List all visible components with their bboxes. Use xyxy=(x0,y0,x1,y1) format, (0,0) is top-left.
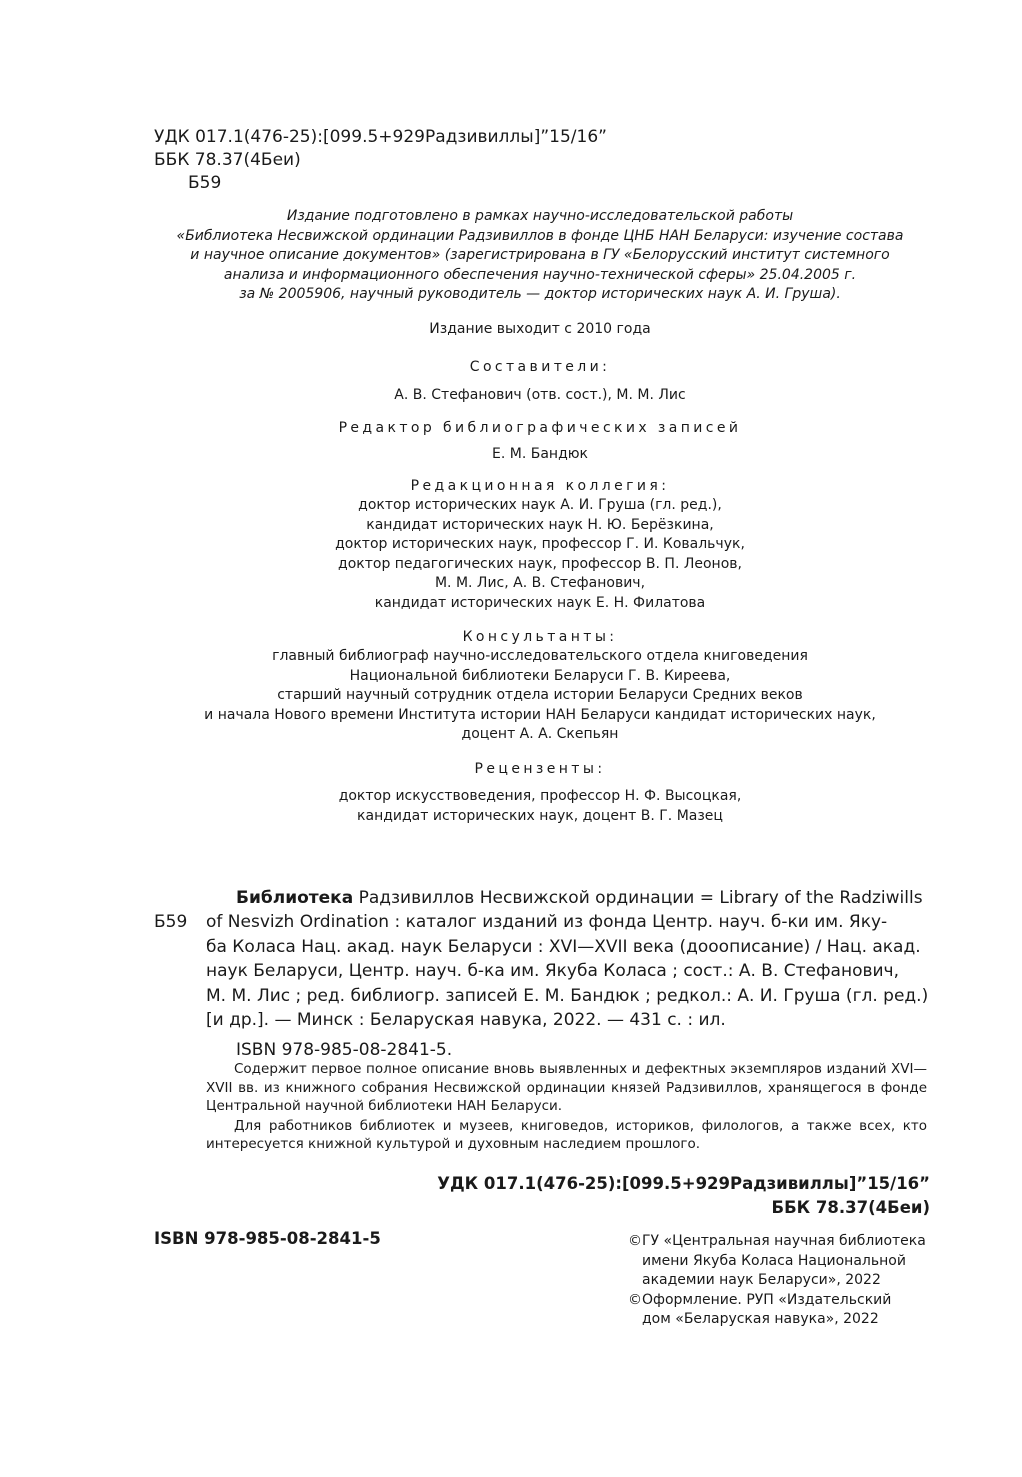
editorial-board-section xyxy=(150,477,930,614)
bib-title-bold: Библиотека xyxy=(236,888,354,908)
board-member: доктор педагогических наук, профессор В. П. Леонов, xyxy=(338,555,742,572)
consultant-line: и начала Нового времени Института истории НАН Беларуси кандидат исторических наук, xyxy=(204,706,876,723)
board-member: доктор исторических наук, профессор Г. И. Ковальчук, xyxy=(335,536,745,553)
consultants-section xyxy=(150,628,930,745)
bib-author-mark: Б59 xyxy=(154,912,188,933)
copyright-line: академии наук Беларуси», 2022 xyxy=(642,1272,881,1289)
classification-header xyxy=(154,126,607,195)
footer-isbn: ISBN 978-985-08-2841-5 xyxy=(154,1229,381,1248)
copyright-line xyxy=(628,1232,926,1252)
copyright-icon: © xyxy=(628,1291,642,1308)
copyright-text: Оформление. РУП «Издательский xyxy=(642,1291,892,1308)
reviewer-line: кандидат исторических наук, доцент В. Г. Мазец xyxy=(357,807,723,824)
bib-isbn: ISBN 978-985-08-2841-5. xyxy=(236,1040,453,1061)
board-member: доктор исторических наук А. И. Груша (гл. ред.), xyxy=(358,497,722,513)
funding-line: за № 2005906, научный руководитель — доктор исторических наук А. И. Груша). xyxy=(239,286,841,303)
consultant-line: главный библиограф научно-исследовательского отдела книговедения xyxy=(272,648,808,664)
funding-line: и научное описание документов» (зарегистрирована в ГУ «Белорусский институт системного xyxy=(190,247,890,264)
bib-line-text: Радзивиллов Несвижской ординации = Library of the Radziwills xyxy=(353,888,923,908)
bib-line: ба Коласа Нац. акад. наук Беларуси : XVI—XVII века (дооописание) / Нац. акад. xyxy=(206,936,921,957)
bib-line-text: of Nesvizh Ordination : каталог изданий из фонда Центр. науч. б-ки им. Яку- xyxy=(206,912,888,933)
footer-bbk: ББК 78.37(4Беи) xyxy=(771,1198,930,1217)
bib-editor-section xyxy=(150,419,930,465)
compilers-heading: Составители: xyxy=(469,359,611,375)
bib-line: [и др.]. — Минск : Беларуская навука, 2022. — 431 с. : ил. xyxy=(206,1010,726,1031)
board-member: кандидат исторических наук Н. Ю. Берёзкина, xyxy=(366,516,714,533)
bib-line: наук Беларуси, Центр. науч. б-ка им. Якуба Коласа ; сост.: А. В. Стефанович, xyxy=(206,961,899,982)
funding-line: Издание подготовлено в рамках научно-исследовательской работы xyxy=(286,208,794,224)
bib-line xyxy=(154,910,930,934)
funding-line: «Библиотека Несвижской ординации Радзивиллов в фонде ЦНБ НАН Беларуси: изучение состава xyxy=(176,227,904,244)
consultant-line: Национальной библиотеки Беларуси Г. В. Киреева, xyxy=(349,667,731,684)
footer-classification xyxy=(437,1172,930,1220)
annotation-paragraph: Для работников библиотек и музеев, книговедов, историков, филологов, а также всех, кто интересуется книжной культурой и духовным наследием прошлого. xyxy=(206,1117,927,1152)
funding-line: анализа и информационного обеспечения научно-технической сферы» 25.04.2005 г. xyxy=(223,266,857,283)
compilers-section xyxy=(150,358,930,406)
footer-udk: УДК 017.1(476-25):[099.5+929Радзивиллы]”15/16” xyxy=(437,1174,930,1193)
bib-line xyxy=(154,886,930,910)
consultant-line: старший научный сотрудник отдела истории Беларуси Средних веков xyxy=(277,687,803,704)
funding-note xyxy=(150,207,930,305)
editorial-board-heading: Редакционная коллегия: xyxy=(410,478,670,494)
board-member: М. М. Лис, А. В. Стефанович, xyxy=(434,575,646,592)
published-since: Издание выходит с 2010 года xyxy=(429,321,651,337)
copyright-line: дом «Беларуская навука», 2022 xyxy=(642,1311,879,1328)
reviewers-heading: Рецензенты: xyxy=(474,761,606,777)
copyright-line xyxy=(628,1291,926,1311)
consultants-heading: Консультанты: xyxy=(462,629,618,645)
copyright-text: ГУ «Центральная научная библиотека xyxy=(642,1233,926,1249)
bib-line: М. М. Лис ; ред. библиогр. записей Е. М. Бандюк ; редкол.: А. И. Груша (гл. ред.) xyxy=(206,985,929,1006)
annotation-paragraph: Содержит первое полное описание вновь выявленных и дефектных экземпляров изданий XVI—XVII вв. из книжного собрания Несвижской ординации князей Радзивиллов, хранящегося в фонде Центральной научной библиотеки НАН Беларуси. xyxy=(206,1061,927,1114)
udk-code: УДК 017.1(476-25):[099.5+929Радзивиллы]”15/16” xyxy=(154,127,607,147)
copyright-line: имени Якуба Коласа Национальной xyxy=(642,1252,906,1269)
bib-editor-name: Е. М. Бандюк xyxy=(492,446,588,462)
bbk-code: ББК 78.37(4Беи) xyxy=(154,150,301,170)
bib-editor-heading: Редактор библиографических записей xyxy=(338,420,742,436)
copyright-block xyxy=(628,1232,926,1330)
board-member: кандидат исторических наук Е. Н. Филатова xyxy=(374,594,706,611)
compilers-names: А. В. Стефанович (отв. сост.), М. М. Лис xyxy=(394,387,686,403)
bibliographic-record xyxy=(154,886,930,1063)
annotation xyxy=(206,1060,927,1154)
author-mark: Б59 xyxy=(188,173,222,193)
reviewer-line: доктор искусствоведения, профессор Н. Ф. Высоцкая, xyxy=(338,788,742,804)
reviewers-section xyxy=(150,760,930,826)
copyright-icon: © xyxy=(628,1233,642,1249)
consultant-line: доцент А. А. Скепьян xyxy=(461,726,619,743)
